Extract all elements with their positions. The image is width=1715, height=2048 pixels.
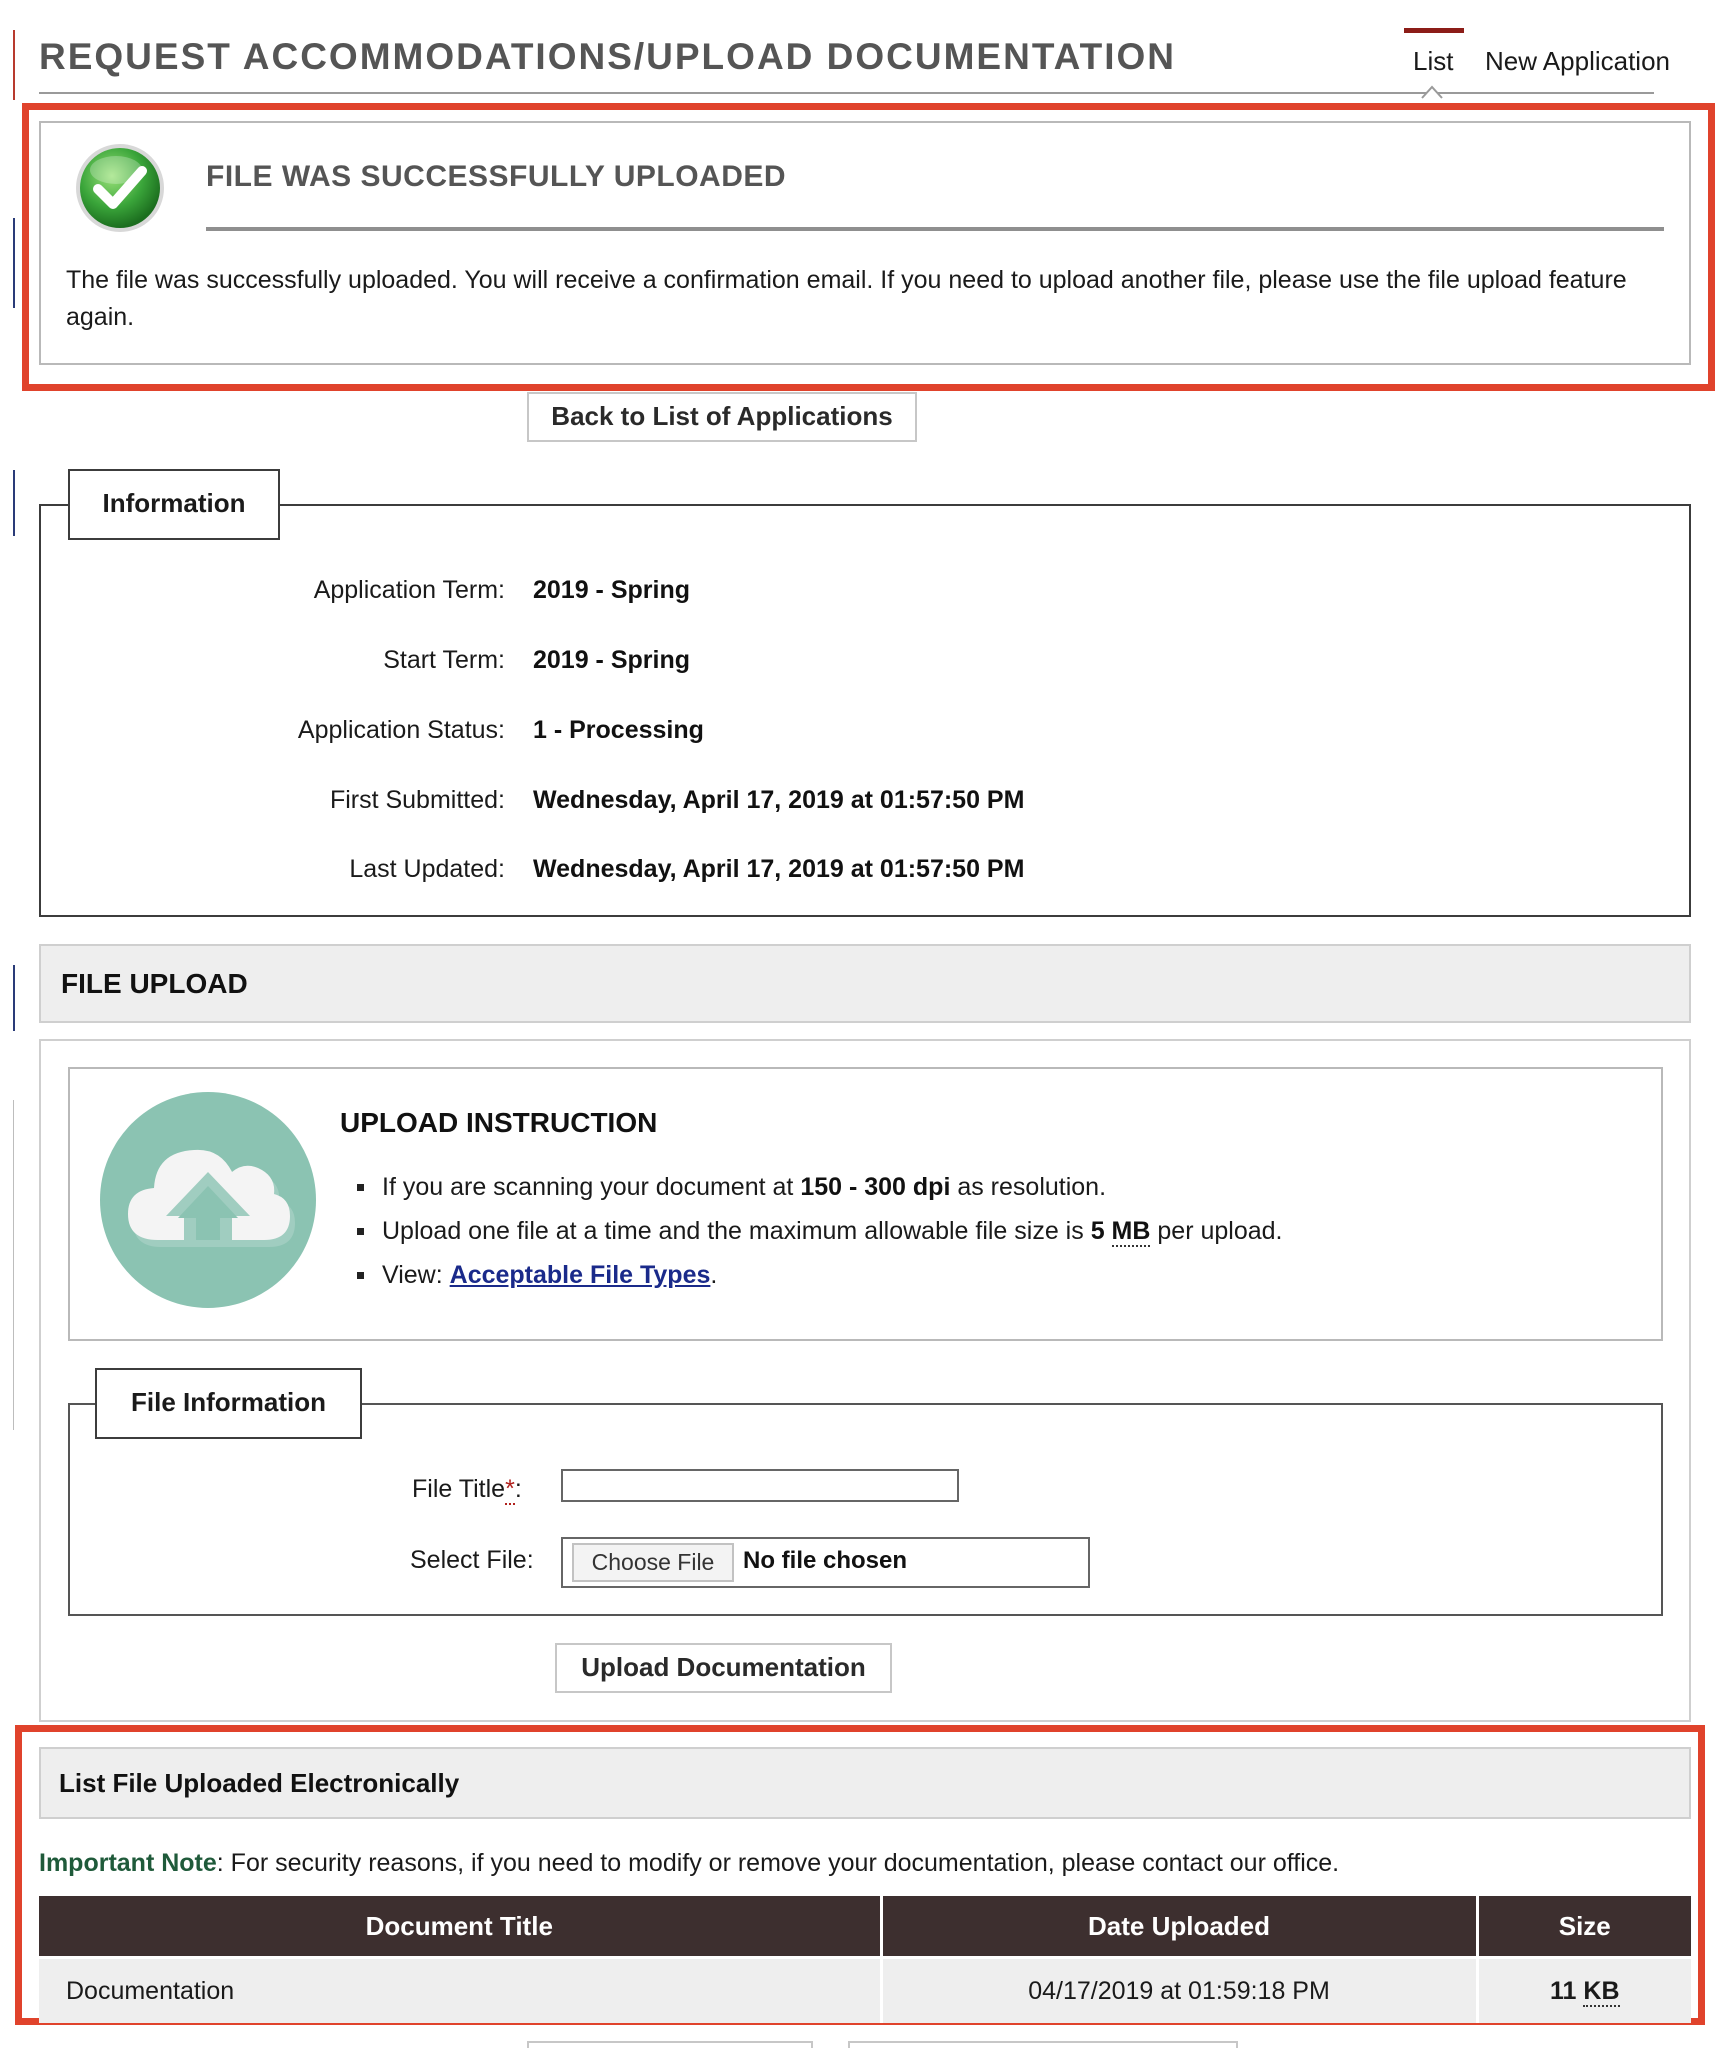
document-title-cell: Documentation	[39, 1958, 881, 2024]
acceptable-file-types-link[interactable]: Acceptable File Types	[449, 1261, 711, 1289]
file-upload-title: FILE UPLOAD	[61, 968, 248, 999]
file-information-legend: File Information	[95, 1368, 362, 1439]
uploaded-list-title: List File Uploaded Electronically	[59, 1768, 460, 1798]
max-size-unit: MB	[1111, 1217, 1151, 1245]
instruction-text: as resolution.	[950, 1173, 1107, 1201]
application-status-label: Application Status:	[297, 716, 505, 744]
column-header-size[interactable]: Size	[1477, 1896, 1691, 1958]
page-edge-mark	[13, 470, 15, 536]
success-divider	[206, 227, 1664, 231]
instruction-file-types	[382, 1253, 1282, 1297]
file-title-label-text: File Title	[412, 1475, 506, 1503]
size-unit: KB	[1583, 1976, 1620, 2005]
date-uploaded-cell: 04/17/2019 at 01:59:18 PM	[881, 1958, 1477, 2024]
uploaded-documents-table	[39, 1896, 1691, 2023]
no-file-chosen-text: No file chosen	[743, 1547, 908, 1574]
choose-file-button[interactable]: Choose File	[572, 1543, 734, 1582]
success-title: FILE WAS SUCCESSFULLY UPLOADED	[206, 160, 787, 193]
first-submitted-value: Wednesday, April 17, 2019 at 01:57:50 PM	[533, 786, 1025, 814]
file-title-input[interactable]	[561, 1469, 959, 1502]
last-updated-value: Wednesday, April 17, 2019 at 01:57:50 PM	[533, 855, 1025, 883]
page-edge-mark	[13, 30, 15, 100]
first-submitted-label: First Submitted:	[329, 786, 505, 814]
active-tab-indicator	[1404, 28, 1464, 33]
size-cell	[1477, 1958, 1691, 2024]
instruction-text: If you are scanning your document at	[382, 1173, 801, 1201]
nav-tab-new-application[interactable]: New Application	[1485, 46, 1670, 76]
page-edge-mark	[13, 1100, 14, 1430]
max-size-number: 5	[1090, 1217, 1105, 1245]
application-term-value: 2019 - Spring	[533, 576, 690, 604]
bottom-button-partial[interactable]	[848, 2041, 1238, 2048]
page-edge-mark	[13, 218, 15, 308]
important-note	[39, 1849, 1339, 1878]
header-divider	[39, 92, 1654, 94]
instruction-dpi: 150 - 300 dpi	[800, 1173, 951, 1201]
back-to-applications-button[interactable]: Back to List of Applications	[527, 392, 917, 442]
success-message: The file was successfully uploaded. You will receive a confirmation email. If you need to upload another file, please use the file upload feature again.	[66, 266, 1627, 331]
active-tab-caret-icon	[1421, 83, 1443, 99]
important-note-label: Important Note	[39, 1849, 217, 1877]
nav-tab-list-label: List	[1413, 46, 1454, 76]
information-legend: Information	[68, 469, 280, 540]
bottom-button-partial[interactable]	[527, 2041, 813, 2048]
last-updated-label: Last Updated:	[349, 855, 505, 883]
nav-tab-list[interactable]	[1404, 28, 1464, 90]
instruction-text: Upload one file at a time and the maximum allowable file size is	[382, 1217, 1091, 1245]
instruction-text: View:	[382, 1261, 450, 1289]
label-colon: :	[514, 1475, 522, 1503]
start-term-label: Start Term:	[383, 646, 505, 674]
file-upload-header	[39, 944, 1691, 1023]
cloud-upload-icon	[100, 1092, 316, 1308]
file-title-label	[412, 1475, 522, 1504]
table-header-row	[39, 1896, 1691, 1958]
upload-instruction-title: UPLOAD INSTRUCTION	[340, 1107, 658, 1138]
instruction-file-size	[382, 1209, 1282, 1253]
instruction-text: .	[710, 1261, 718, 1289]
required-marker: *	[505, 1475, 515, 1503]
start-term-value: 2019 - Spring	[533, 646, 690, 674]
column-header-date-uploaded[interactable]: Date Uploaded	[881, 1896, 1477, 1958]
important-note-text: : For security reasons, if you need to modify or remove your documentation, please contact our office.	[216, 1849, 1340, 1877]
application-status-value: 1 - Processing	[533, 716, 704, 744]
column-header-document-title[interactable]: Document Title	[39, 1896, 881, 1958]
select-file-label: Select File:	[410, 1546, 534, 1574]
size-number: 11	[1550, 1976, 1577, 2005]
success-check-icon	[72, 140, 168, 236]
upload-documentation-button[interactable]: Upload Documentation	[555, 1643, 892, 1693]
table-row	[39, 1958, 1691, 2024]
instruction-text: per upload.	[1150, 1217, 1283, 1245]
instruction-resolution	[382, 1165, 1282, 1209]
upload-instruction-list	[382, 1165, 1282, 1297]
page-edge-mark	[13, 965, 15, 1031]
application-term-label: Application Term:	[313, 576, 505, 604]
page-title: REQUEST ACCOMMODATIONS/UPLOAD DOCUMENTATION	[39, 36, 1177, 77]
